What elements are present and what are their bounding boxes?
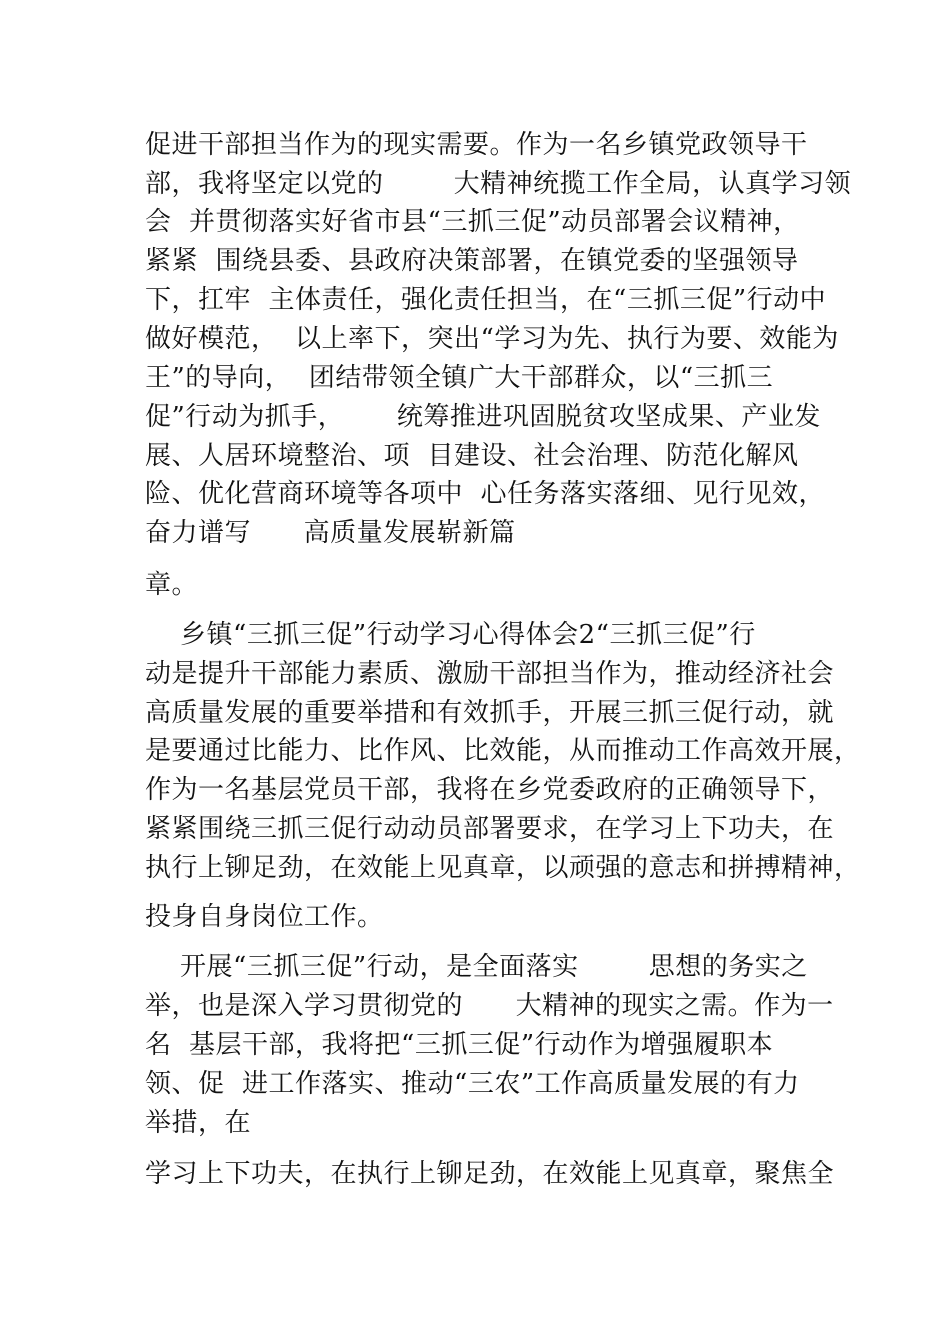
text-line: 作为一名基层党员干部，我将在乡党委政府的正确领导下， xyxy=(145,775,835,805)
text-line: 部，我将坚定以党的 大精神统揽工作全局，认真学习领 xyxy=(145,169,852,199)
text-line: 举措，在 xyxy=(145,1108,252,1138)
text-line: 执行上铆足劲，在效能上见真章，以顽强的意志和拼搏精神， xyxy=(145,853,861,883)
text-line: 高质量发展的重要举措和有效抓手，开展三抓三促行动，就 xyxy=(145,698,835,728)
text-line: 是要通过比能力、比作风、比效能，从而推动工作高效开展， xyxy=(145,736,861,766)
text-line: 举，也是深入学习贯彻党的 大精神的现实之需。作为一 xyxy=(145,991,834,1021)
text-line: 开展“三抓三促”行动，是全面落实 思想的务实之 xyxy=(145,952,808,982)
text-line: 乡镇“三抓三促”行动学习心得体会2“三抓三促”行 xyxy=(145,620,756,650)
text-line: 展、人居环境整治、项 目建设、社会治理、防范化解风 xyxy=(145,441,799,471)
text-line: 紧紧围绕三抓三促行动动员部署要求，在学习上下功夫，在 xyxy=(145,814,835,844)
text-line: 会 并贯彻落实好省市县“三抓三促”动员部署会议精神， xyxy=(145,207,800,237)
text-line: 奋力谱写 高质量发展崭新篇 xyxy=(145,518,516,548)
text-line: 险、优化营商环境等各项中 心任务落实落细、见行见效， xyxy=(145,479,826,509)
text-line: 促”行动为抓手， 统筹推进巩固脱贫攻坚成果、产业发 xyxy=(145,402,821,432)
text-line: 名 基层干部，我将把“三抓三促”行动作为增强履职本 xyxy=(145,1030,774,1060)
text-line: 紧紧 围绕县委、县政府决策部署，在镇党委的坚强领导 xyxy=(145,246,799,276)
text-line: 章。 xyxy=(145,570,199,600)
text-line: 投身自身岗位工作。 xyxy=(145,902,384,932)
text-line: 领、促 进工作落实、推动“三农”工作高质量发展的有力 xyxy=(145,1069,800,1099)
text-line: 促进干部担当作为的现实需要。作为一名乡镇党政领导干 xyxy=(145,130,808,160)
text-line: 做好模范， 以上率下，突出“学习为先、执行为要、效能为 xyxy=(145,324,839,354)
text-line: 动是提升干部能力素质、激励干部担当作为，推动经济社会 xyxy=(145,659,835,689)
text-line: 学习上下功夫，在执行上铆足劲，在效能上见真章，聚焦全 xyxy=(145,1159,835,1189)
text-line: 下，扛牢 主体责任，强化责任担当，在“三抓三促”行动中 xyxy=(145,285,827,315)
text-line: 王”的导向， 团结带领全镇广大干部群众，以“三抓三 xyxy=(145,363,774,393)
